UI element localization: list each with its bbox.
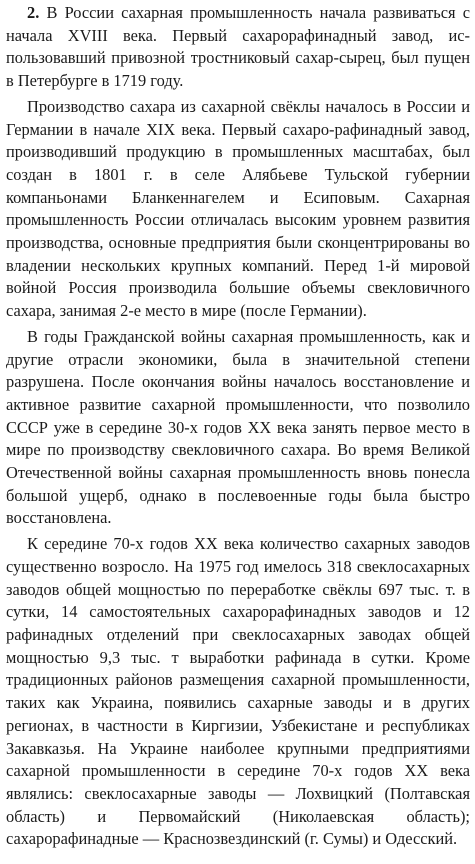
paragraph-1: [6, 2, 470, 93]
paragraph-4: К середине 70-х годов XX века количество сахарных заводов существенно возросло. На 1975 год имелось 318 свеклосахарных заводов общей мощностью по переработке свёклы 697 тыс. т. в сутки, 14 самостоятельных сахарорафинадных заводов и 12 рафинадных отделений при свеклосахарных заводах общей мощностью 9,3 тыс. т выработки рафинада в сутки. Кроме традиционных районов размещения сахарной промышленности, таких как Украина, появились сахарные заводы и в других регионах, в частности в Киргизии, Узбекистане и республиках Закавказья. На Украине наиболее крупными предприятиями сахарной промышленности в середине 70-х годов XX века являлись: свеклосахарные заводы — Лохвицкий (Полтавская область) и Первомайский (Николаевская область); сахарорафинадные — Краснозвездинский (г. Сумы) и Одесский.: [6, 534, 470, 849]
section-number: 2.: [27, 3, 40, 22]
paragraph-1-text: В России сахарная промышленность начала развиваться с начала XVIII века. Первый сахарорафинадный завод, использовавший привозной тростниковый сахар-сырец, был пущен в Петербурге в 1719 году.: [6, 3, 470, 91]
paragraph-3: В годы Гражданской войны сахарная промышленность, как и другие отрасли экономики, была в значительной степени разрушена. После окончания войны началось восстановление и активное развитие сахарной промышленности, что позволило СССР уже в середине 30-х годов XX века занять первое место в мире по производству свекловичного сахара. Во время Великой Отечественной войны сахарная промышленность вновь понесла большой ущерб, однако в послевоенные годы была быстро восстановлена.: [6, 326, 470, 528]
paragraph-2: Производство сахара из сахарной свёклы началось в России и Германии в начале XIX века. Первый сахаро-рафинадный завод, производивший продукцию в промышленных масштабах, был создан в 1801 г. в селе Алябьеве Тульской губернии компаньонами Бланкеннагелем и Есиповым. Сахарная промышленность России отличалась высоким уровнем развития производства, основные предприятия были сконцентрированы во владении нескольких крупных компаний. Перед 1-й мировой войной Россия производила большие объемы свекловичного сахара, занимая 2-е место в мире (после Германии).: [6, 96, 470, 321]
